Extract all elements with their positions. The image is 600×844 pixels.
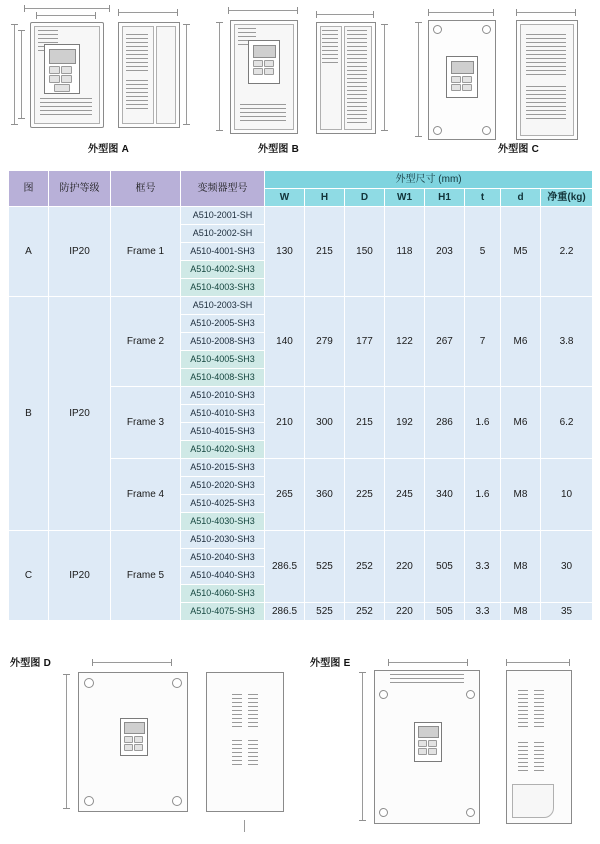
cell-model: A510-4015-SH3 — [181, 423, 265, 441]
cell-model: A510-4025-SH3 — [181, 495, 265, 513]
cell-model: A510-2005-SH3 — [181, 315, 265, 333]
cell-h1: 203 — [425, 207, 465, 297]
table-body — [9, 207, 593, 621]
cell-model: A510-2010-SH3 — [181, 387, 265, 405]
cell-model: A510-2002-SH — [181, 225, 265, 243]
cell-t: 3.3 — [465, 531, 501, 603]
cell-t: 5 — [465, 207, 501, 297]
header-model: 变频器型号 — [181, 171, 265, 207]
cell-model: A510-4010-SH3 — [181, 405, 265, 423]
cell-h1: 505 — [425, 531, 465, 603]
cell-h1: 286 — [425, 387, 465, 459]
cell-frame: Frame 2 — [111, 297, 181, 387]
cell-model: A510-4060-SH3 — [181, 585, 265, 603]
cell-model: A510-4075-SH3 — [181, 603, 265, 621]
cell-model: A510-4002-SH3 — [181, 261, 265, 279]
cell-w: 210 — [265, 387, 305, 459]
specification-table — [8, 170, 593, 621]
cell-d: 225 — [345, 459, 385, 531]
cell-w: 286.5 — [265, 603, 305, 621]
table-header-row-1 — [9, 171, 593, 189]
specification-table-wrapper — [8, 170, 592, 621]
cell-model: A510-4005-SH3 — [181, 351, 265, 369]
cell-protection: IP20 — [49, 297, 111, 531]
cell-protection: IP20 — [49, 207, 111, 297]
bottom-drawings-row — [0, 650, 600, 844]
cell-model: A510-4003-SH3 — [181, 279, 265, 297]
cell-figure: C — [9, 531, 49, 621]
cell-model: A510-2001-SH — [181, 207, 265, 225]
cell-h1: 267 — [425, 297, 465, 387]
cell-weight: 30 — [541, 531, 593, 603]
cell-weight: 10 — [541, 459, 593, 531]
cell-d: M8 — [501, 459, 541, 531]
header-weight: 净重(kg) — [541, 189, 593, 207]
cell-w1: 245 — [385, 459, 425, 531]
cell-model: A510-4030-SH3 — [181, 513, 265, 531]
cell-d: M5 — [501, 207, 541, 297]
cell-w1: 220 — [385, 531, 425, 603]
cell-frame: Frame 4 — [111, 459, 181, 531]
header-protection: 防护等级 — [49, 171, 111, 207]
cell-h: 300 — [305, 387, 345, 459]
cell-t: 3.3 — [465, 603, 501, 621]
cell-model: A510-2008-SH3 — [181, 333, 265, 351]
cell-w1: 220 — [385, 603, 425, 621]
header-fig: 图 — [9, 171, 49, 207]
cell-h1: 340 — [425, 459, 465, 531]
cell-protection: IP20 — [49, 531, 111, 621]
cell-d: M6 — [501, 387, 541, 459]
cell-d: M6 — [501, 297, 541, 387]
header-d-screw: d — [501, 189, 541, 207]
cell-frame: Frame 1 — [111, 207, 181, 297]
cell-h: 215 — [305, 207, 345, 297]
figure-c-caption: 外型图 C — [498, 144, 539, 155]
cell-d: M8 — [501, 603, 541, 621]
table-row — [9, 297, 593, 315]
top-drawings-row — [0, 0, 600, 155]
cell-d: 150 — [345, 207, 385, 297]
cell-w1: 118 — [385, 207, 425, 297]
cell-w: 286.5 — [265, 531, 305, 603]
cell-d: M8 — [501, 531, 541, 603]
header-w: W — [265, 189, 305, 207]
cell-w1: 122 — [385, 297, 425, 387]
cell-h: 360 — [305, 459, 345, 531]
header-h1: H1 — [425, 189, 465, 207]
cell-weight: 6.2 — [541, 387, 593, 459]
cell-t: 7 — [465, 297, 501, 387]
cell-figure: B — [9, 297, 49, 531]
cell-d: 177 — [345, 297, 385, 387]
cell-model: A510-2020-SH3 — [181, 477, 265, 495]
cell-model: A510-4040-SH3 — [181, 567, 265, 585]
cell-d: 252 — [345, 603, 385, 621]
figure-a-caption: 外型图 A — [88, 144, 129, 155]
cell-frame: Frame 3 — [111, 387, 181, 459]
cell-model: A510-2015-SH3 — [181, 459, 265, 477]
cell-model: A510-4001-SH3 — [181, 243, 265, 261]
cell-w: 265 — [265, 459, 305, 531]
cell-weight: 2.2 — [541, 207, 593, 297]
cell-model: A510-2030-SH3 — [181, 531, 265, 549]
cell-h: 279 — [305, 297, 345, 387]
cell-figure: A — [9, 207, 49, 297]
cell-t: 1.6 — [465, 459, 501, 531]
cell-d: 215 — [345, 387, 385, 459]
header-dimensions-group: 外型尺寸 (mm) — [265, 171, 593, 189]
cell-h: 525 — [305, 603, 345, 621]
table-row — [9, 207, 593, 225]
cell-weight: 3.8 — [541, 297, 593, 387]
cell-w: 140 — [265, 297, 305, 387]
figure-b-caption: 外型图 B — [258, 144, 299, 155]
cell-model: A510-2003-SH — [181, 297, 265, 315]
table-row — [9, 531, 593, 549]
figure-d-caption: 外型图 D — [10, 658, 51, 669]
header-t: t — [465, 189, 501, 207]
cell-t: 1.6 — [465, 387, 501, 459]
figure-e-caption: 外型图 E — [310, 658, 351, 669]
header-d: D — [345, 189, 385, 207]
header-h: H — [305, 189, 345, 207]
cell-d: 252 — [345, 531, 385, 603]
header-frame: 框号 — [111, 171, 181, 207]
cell-frame: Frame 5 — [111, 531, 181, 621]
cell-weight: 35 — [541, 603, 593, 621]
cell-h1: 505 — [425, 603, 465, 621]
cell-h: 525 — [305, 531, 345, 603]
header-w1: W1 — [385, 189, 425, 207]
cell-w: 130 — [265, 207, 305, 297]
cell-model: A510-4020-SH3 — [181, 441, 265, 459]
cell-model: A510-4008-SH3 — [181, 369, 265, 387]
cell-w1: 192 — [385, 387, 425, 459]
cell-model: A510-2040-SH3 — [181, 549, 265, 567]
